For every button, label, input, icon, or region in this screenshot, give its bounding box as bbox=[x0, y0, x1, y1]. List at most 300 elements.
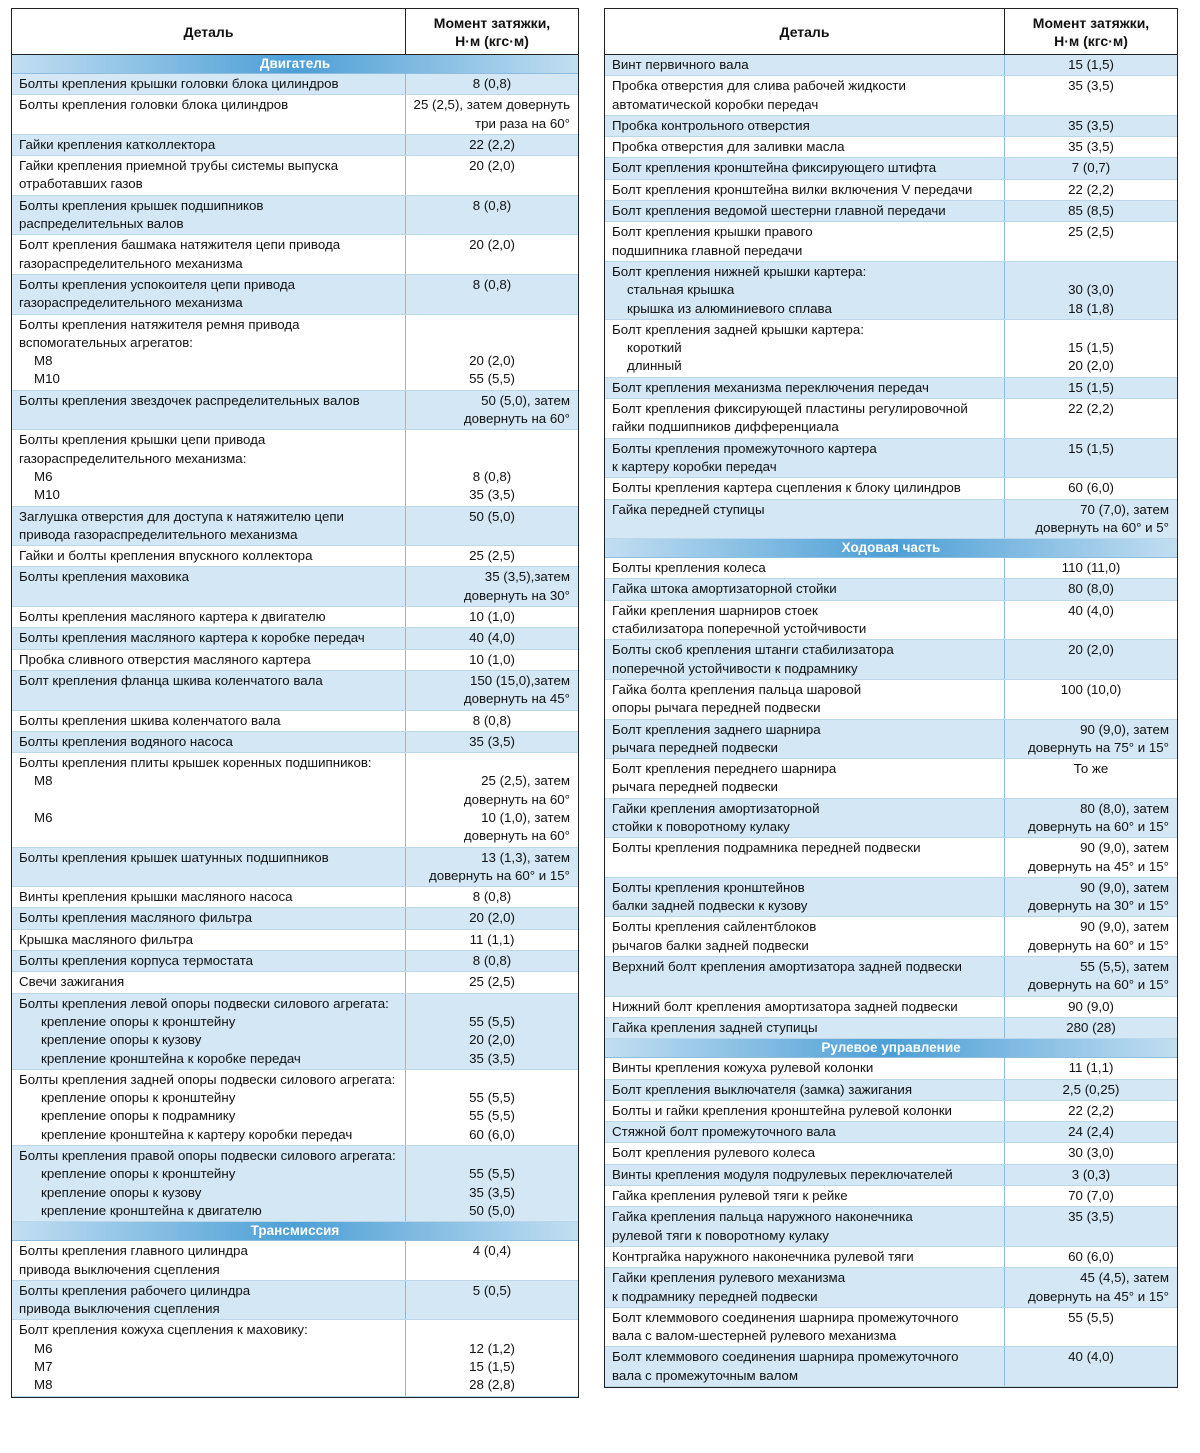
torque-cell bbox=[1005, 680, 1177, 719]
detail-line: Гайка крепления пальца наружного наконечника bbox=[612, 1209, 913, 1225]
torque-cell bbox=[1005, 1165, 1177, 1185]
torque-line: довернуть на 30° и 15° bbox=[1027, 898, 1169, 914]
torque-line: 35 (3,5) bbox=[1068, 78, 1114, 94]
detail-line: Контргайка наружного наконечника рулевой тяги bbox=[612, 1248, 914, 1264]
table-row bbox=[12, 1146, 578, 1222]
table-row bbox=[605, 1186, 1177, 1207]
torque-line: 40 (4,0) bbox=[469, 630, 515, 646]
detail-line: М8 bbox=[34, 353, 53, 369]
column-header-torque bbox=[1005, 9, 1177, 54]
table-row bbox=[605, 799, 1177, 839]
detail-line: вспомогательных агрегатов: bbox=[19, 334, 193, 350]
detail-line: Заглушка отверстия для доступа к натяжителю цепи bbox=[19, 508, 344, 524]
detail-line: Болт клеммового соединения шарнира промежуточного bbox=[612, 1309, 959, 1325]
torque-line: 7 (0,7) bbox=[1071, 160, 1111, 176]
detail-line: Гайка передней ступицы bbox=[612, 501, 765, 517]
torque-line: 20 (2,0) bbox=[1068, 642, 1114, 658]
detail-line: Болт крепления фланца шкива коленчатого вала bbox=[19, 672, 323, 688]
detail-line: Болты крепления крышек подшипников bbox=[19, 197, 264, 213]
torque-cell bbox=[1005, 1268, 1177, 1307]
detail-cell bbox=[605, 1207, 1005, 1246]
torque-line: 280 (28) bbox=[1066, 1019, 1116, 1035]
detail-line: Пробка отверстия для слива рабочей жидкости bbox=[612, 78, 906, 94]
detail-cell bbox=[605, 378, 1005, 398]
detail-cell bbox=[605, 399, 1005, 438]
torque-cell bbox=[1005, 917, 1177, 956]
torque-line: 55 (5,5), затем bbox=[1080, 959, 1169, 975]
detail-cell bbox=[12, 994, 406, 1069]
torque-cell bbox=[1005, 399, 1177, 438]
torque-cell bbox=[1005, 957, 1177, 996]
detail-cell bbox=[605, 878, 1005, 917]
torque-cell bbox=[1005, 137, 1177, 157]
table-row bbox=[605, 579, 1177, 600]
detail-line: крепление опоры к подрамнику bbox=[41, 1108, 236, 1124]
detail-cell bbox=[12, 848, 406, 887]
detail-cell bbox=[12, 1281, 406, 1320]
detail-line: Болт крепления переднего шарнира bbox=[612, 761, 837, 777]
detail-line: стойки к поворотному кулаку bbox=[612, 818, 790, 834]
detail-cell bbox=[605, 180, 1005, 200]
torque-line: довернуть на 60° bbox=[463, 411, 570, 427]
table-header bbox=[12, 9, 578, 55]
torque-cell bbox=[1005, 1080, 1177, 1100]
torque-line: 15 (1,5) bbox=[1068, 440, 1114, 456]
table-row bbox=[12, 951, 578, 972]
torque-line bbox=[409, 1071, 575, 1089]
torque-cell bbox=[406, 650, 578, 670]
detail-cell bbox=[12, 887, 406, 907]
torque-cell bbox=[1005, 201, 1177, 221]
detail-line: поперечной устойчивости к подрамнику bbox=[612, 660, 858, 676]
detail-line: Гайка штока амортизаторной стойки bbox=[612, 581, 837, 597]
torque-line: 10 (1,0), затем bbox=[481, 809, 570, 825]
torque-cell bbox=[406, 930, 578, 950]
torque-cell bbox=[406, 507, 578, 546]
torque-line: 90 (9,0), затем bbox=[1080, 879, 1169, 895]
detail-cell bbox=[12, 391, 406, 430]
table-row bbox=[605, 558, 1177, 579]
torque-line: три раза на 60° bbox=[475, 115, 570, 131]
detail-cell bbox=[12, 1241, 406, 1280]
torque-cell bbox=[1005, 997, 1177, 1017]
detail-cell bbox=[12, 275, 406, 314]
detail-cell bbox=[12, 607, 406, 627]
torque-line: 55 (5,5) bbox=[469, 371, 515, 387]
detail-cell bbox=[12, 908, 406, 928]
torque-line bbox=[409, 316, 575, 334]
torque-line: довернуть на 30° bbox=[463, 587, 570, 603]
detail-cell bbox=[12, 74, 406, 94]
table-row bbox=[12, 650, 578, 671]
detail-line: привода газораспределительного механизма bbox=[19, 526, 298, 542]
torque-cell bbox=[406, 951, 578, 971]
torque-cell bbox=[1005, 878, 1177, 917]
detail-cell bbox=[605, 917, 1005, 956]
torque-cell bbox=[1005, 1058, 1177, 1078]
detail-line: Болт крепления кронштейна фиксирующего штифта bbox=[612, 160, 937, 176]
detail-cell bbox=[605, 1268, 1005, 1307]
detail-line: Болт крепления крышки правого bbox=[612, 224, 813, 240]
detail-cell bbox=[12, 671, 406, 710]
detail-line: Пробка контрольного отверстия bbox=[612, 117, 810, 133]
detail-cell bbox=[12, 1070, 406, 1145]
table-row bbox=[605, 320, 1177, 378]
detail-line: рычага передней подвески bbox=[612, 779, 778, 795]
torque-cell bbox=[406, 1241, 578, 1280]
detail-line: крепление опоры к кронштейну bbox=[41, 1013, 236, 1029]
table-row bbox=[12, 994, 578, 1070]
detail-cell bbox=[12, 430, 406, 505]
torque-header-line: Момент затяжки, bbox=[433, 14, 551, 31]
detail-cell bbox=[12, 951, 406, 971]
detail-cell bbox=[12, 546, 406, 566]
detail-line bbox=[19, 827, 401, 845]
detail-line: крышка из алюминиевого сплава bbox=[627, 300, 832, 316]
detail-line: Болты крепления картера сцепления к блоку цилиндров bbox=[612, 480, 961, 496]
detail-cell bbox=[605, 262, 1005, 319]
torque-cell bbox=[1005, 838, 1177, 877]
torque-line: 11 (1,1) bbox=[469, 931, 515, 947]
table-row bbox=[605, 76, 1177, 116]
detail-line: Болт клеммового соединения шарнира промежуточного bbox=[612, 1349, 959, 1365]
torque-line: 15 (1,5) bbox=[1068, 57, 1114, 72]
detail-cell bbox=[12, 1320, 406, 1395]
torque-line: То же bbox=[1073, 761, 1109, 777]
detail-cell bbox=[605, 997, 1005, 1017]
detail-line: Болты крепления рабочего цилиндра bbox=[19, 1282, 251, 1298]
torque-line: 8 (0,8) bbox=[472, 953, 512, 969]
detail-line: крепление опоры к кузову bbox=[41, 1184, 202, 1200]
detail-line: Болты крепления задней опоры подвески силового агрегата: bbox=[19, 1071, 396, 1087]
torque-cell bbox=[1005, 55, 1177, 75]
table-row bbox=[12, 607, 578, 628]
detail-line: балки задней подвески к кузову bbox=[612, 898, 808, 914]
torque-line: 80 (8,0) bbox=[1068, 581, 1114, 597]
torque-cell bbox=[1005, 1207, 1177, 1246]
torque-cell bbox=[406, 196, 578, 235]
torque-line: 12 (1,2) bbox=[469, 1340, 515, 1356]
torque-cell bbox=[1005, 1101, 1177, 1121]
torque-line bbox=[409, 1321, 575, 1339]
torque-line: 90 (9,0) bbox=[1068, 998, 1114, 1014]
torque-header-line: Н·м (кгс·м) bbox=[455, 32, 529, 49]
detail-line: Винт первичного вала bbox=[612, 57, 749, 72]
torque-line: 20 (2,0) bbox=[469, 237, 515, 253]
torque-line bbox=[409, 334, 575, 352]
table-row bbox=[605, 222, 1177, 262]
detail-line: Стяжной болт промежуточного вала bbox=[612, 1124, 836, 1140]
torque-cell bbox=[406, 1320, 578, 1395]
table-row bbox=[605, 838, 1177, 878]
detail-line: к подрамнику передней подвески bbox=[612, 1288, 818, 1304]
torque-line: 55 (5,5) bbox=[469, 1013, 515, 1029]
torque-line: 150 (15,0),затем bbox=[470, 672, 570, 688]
torque-line: 90 (9,0), затем bbox=[1080, 919, 1169, 935]
detail-line: крепление опоры к кронштейну bbox=[41, 1090, 236, 1106]
detail-cell bbox=[605, 500, 1005, 539]
torque-line: 30 (3,0) bbox=[1068, 1145, 1114, 1161]
detail-line: Болты крепления левой опоры подвески силового агрегата: bbox=[19, 995, 389, 1011]
detail-cell bbox=[605, 76, 1005, 115]
table-row bbox=[605, 640, 1177, 680]
torque-cell bbox=[1005, 262, 1177, 319]
detail-cell bbox=[605, 1018, 1005, 1038]
torque-cell bbox=[406, 235, 578, 274]
torque-line bbox=[409, 1147, 575, 1165]
torque-line: 11 (1,1) bbox=[1068, 1060, 1114, 1076]
torque-cell bbox=[1005, 478, 1177, 498]
detail-line: Болты крепления плиты крышек коренных подшипников: bbox=[19, 755, 372, 771]
detail-line: Гайки крепления амортизаторной bbox=[612, 800, 820, 816]
torque-cell bbox=[406, 711, 578, 731]
detail-line: Нижний болт крепления амортизатора задней подвески bbox=[612, 998, 958, 1014]
table-row bbox=[12, 1320, 578, 1396]
detail-cell bbox=[605, 158, 1005, 178]
torque-line: 90 (9,0), затем bbox=[1080, 721, 1169, 737]
torque-cell bbox=[406, 887, 578, 907]
table-row bbox=[605, 1018, 1177, 1039]
table-row bbox=[605, 1058, 1177, 1079]
detail-line: гайки подшипников дифференциала bbox=[612, 419, 839, 435]
detail-cell bbox=[605, 222, 1005, 261]
torque-cell bbox=[406, 391, 578, 430]
detail-line: привода выключения сцепления bbox=[19, 1261, 220, 1277]
detail-line: Болты крепления маховика bbox=[19, 569, 189, 585]
torque-line: 70 (7,0), затем bbox=[1080, 501, 1169, 517]
table-row bbox=[12, 732, 578, 753]
detail-line bbox=[19, 690, 401, 708]
detail-line bbox=[612, 858, 1000, 876]
detail-line: Гайка крепления рулевой тяги к рейке bbox=[612, 1188, 848, 1204]
table-row bbox=[12, 848, 578, 888]
table-row bbox=[605, 478, 1177, 499]
torque-cell bbox=[1005, 1143, 1177, 1163]
torque-line: 55 (5,5) bbox=[1068, 1309, 1114, 1325]
torque-cell bbox=[406, 546, 578, 566]
torque-line: 8 (0,8) bbox=[472, 712, 512, 728]
column-header-torque bbox=[406, 9, 578, 54]
table-row bbox=[605, 439, 1177, 479]
detail-cell bbox=[605, 478, 1005, 498]
detail-line: Болты крепления главного цилиндра bbox=[19, 1243, 248, 1259]
torque-cell bbox=[406, 430, 578, 505]
detail-line: Винты крепления модуля подрулевых переключателей bbox=[612, 1166, 953, 1182]
detail-line: стальная крышка bbox=[627, 282, 735, 298]
detail-line: Болт крепления кожуха сцепления к маховику: bbox=[19, 1322, 308, 1338]
detail-line bbox=[612, 519, 1000, 537]
torque-line: 25 (2,5), затем довернуть bbox=[413, 97, 570, 113]
detail-line: длинный bbox=[627, 358, 682, 374]
detail-line: Болт крепления кронштейна вилки включения V передачи bbox=[612, 181, 973, 197]
detail-cell bbox=[605, 957, 1005, 996]
detail-line: подшипника главной передачи bbox=[612, 242, 803, 258]
detail-line bbox=[19, 410, 401, 428]
torque-cell bbox=[406, 848, 578, 887]
detail-line: Болты крепления колеса bbox=[612, 560, 766, 576]
table-row bbox=[12, 391, 578, 431]
detail-line: опоры рычага передней подвески bbox=[612, 700, 821, 716]
torque-cell bbox=[1005, 1186, 1177, 1206]
detail-cell bbox=[12, 95, 406, 134]
detail-cell bbox=[605, 1080, 1005, 1100]
column-header-detail: Деталь bbox=[605, 9, 1005, 54]
table-row bbox=[12, 930, 578, 951]
torque-cell bbox=[1005, 500, 1177, 539]
table-row bbox=[605, 1143, 1177, 1164]
section-header: Ходовая часть bbox=[605, 539, 1177, 558]
detail-cell bbox=[605, 439, 1005, 478]
detail-cell bbox=[605, 55, 1005, 75]
torque-line: 35 (3,5),затем bbox=[484, 569, 570, 585]
torque-line: 85 (8,5) bbox=[1068, 203, 1114, 219]
table-row bbox=[12, 196, 578, 236]
torque-line: 3 (0,3) bbox=[1071, 1166, 1111, 1182]
detail-cell bbox=[12, 732, 406, 752]
torque-line: 8 (0,8) bbox=[472, 276, 512, 292]
detail-cell bbox=[605, 640, 1005, 679]
detail-line: Болты крепления промежуточного картера bbox=[612, 440, 877, 456]
torque-cell bbox=[1005, 1018, 1177, 1038]
table-row bbox=[12, 235, 578, 275]
detail-line: Свечи зажигания bbox=[19, 974, 125, 990]
table-row bbox=[12, 1241, 578, 1281]
detail-line: Болты крепления успокоителя цепи привода bbox=[19, 276, 296, 292]
detail-cell bbox=[12, 628, 406, 648]
torque-line: 55 (5,5) bbox=[469, 1090, 515, 1106]
detail-line: короткий bbox=[627, 340, 682, 356]
torque-line: 22 (2,2) bbox=[1068, 401, 1114, 417]
detail-line: Болты крепления звездочек распределительных валов bbox=[19, 392, 360, 408]
table-row bbox=[12, 95, 578, 135]
table-row bbox=[12, 671, 578, 711]
torque-line: 35 (3,5) bbox=[1068, 139, 1114, 155]
detail-line bbox=[19, 587, 401, 605]
table-row bbox=[605, 1165, 1177, 1186]
detail-line: Болты крепления правой опоры подвески силового агрегата: bbox=[19, 1148, 396, 1164]
detail-line: рычагов балки задней подвески bbox=[612, 937, 809, 953]
detail-cell bbox=[605, 1247, 1005, 1267]
detail-line: Винты крепления кожуха рулевой колонки bbox=[612, 1060, 874, 1076]
torque-line: 13 (1,3), затем bbox=[481, 849, 570, 865]
detail-line: Гайки крепления шарниров стоек bbox=[612, 602, 818, 618]
detail-line: Болт крепления задней крышки картера: bbox=[612, 321, 864, 337]
torque-cell bbox=[406, 95, 578, 134]
detail-line: газораспределительного механизма bbox=[19, 295, 243, 311]
detail-line: Гайки крепления приемной трубы системы выпуска bbox=[19, 158, 339, 174]
torque-line: 8 (0,8) bbox=[472, 468, 512, 484]
torque-line: 100 (10,0) bbox=[1060, 681, 1122, 697]
table-row bbox=[605, 601, 1177, 641]
detail-line: М10 bbox=[34, 371, 60, 387]
torque-line: довернуть на 45° и 15° bbox=[1027, 1288, 1169, 1304]
table-row bbox=[605, 759, 1177, 799]
table-row bbox=[605, 1080, 1177, 1101]
detail-line: М6 bbox=[34, 809, 53, 825]
detail-line: Пробка сливного отверстия масляного картера bbox=[19, 651, 311, 667]
torque-cell bbox=[1005, 558, 1177, 578]
detail-line: Болты крепления масляного картера к двигателю bbox=[19, 609, 326, 625]
torque-line: 18 (1,8) bbox=[1068, 300, 1114, 316]
table-body bbox=[12, 55, 578, 1397]
torque-cell bbox=[1005, 320, 1177, 377]
torque-line: 80 (8,0), затем bbox=[1080, 800, 1169, 816]
torque-line: 50 (5,0), затем bbox=[481, 392, 570, 408]
detail-line: Болт крепления фиксирующей пластины регулировочной bbox=[612, 401, 968, 417]
torque-line: 50 (5,0) bbox=[469, 508, 515, 524]
torque-cell bbox=[406, 628, 578, 648]
torque-cell bbox=[406, 315, 578, 390]
torque-line: 2,5 (0,25) bbox=[1062, 1081, 1120, 1097]
torque-line: довернуть на 60° и 15° bbox=[1027, 818, 1169, 834]
table-row bbox=[12, 315, 578, 391]
detail-line: вала с валом-шестерней рулевого механизма bbox=[612, 1328, 897, 1344]
torque-line: 50 (5,0) bbox=[469, 1202, 515, 1218]
detail-cell bbox=[605, 1186, 1005, 1206]
torque-line: 20 (2,0) bbox=[469, 158, 515, 174]
torque-line: 8 (0,8) bbox=[472, 76, 512, 91]
torque-cell bbox=[406, 607, 578, 627]
detail-cell bbox=[605, 799, 1005, 838]
torque-line: 60 (6,0) bbox=[469, 1126, 515, 1142]
torque-header-line: Н·м (кгс·м) bbox=[1054, 32, 1128, 49]
detail-cell bbox=[12, 711, 406, 731]
torque-line: 15 (1,5) bbox=[469, 1359, 515, 1374]
table-row bbox=[12, 628, 578, 649]
detail-cell bbox=[605, 720, 1005, 759]
table-row bbox=[605, 1101, 1177, 1122]
table-row bbox=[12, 430, 578, 506]
torque-cell bbox=[406, 972, 578, 992]
detail-line: М10 bbox=[34, 487, 60, 503]
torque-cell bbox=[1005, 720, 1177, 759]
torque-line bbox=[1008, 263, 1174, 281]
detail-line: Болт крепления выключателя (замка) зажигания bbox=[612, 1081, 913, 1097]
detail-cell bbox=[605, 838, 1005, 877]
detail-cell bbox=[605, 1347, 1005, 1386]
torque-cell bbox=[406, 994, 578, 1069]
table-row bbox=[605, 1347, 1177, 1387]
detail-cell bbox=[12, 315, 406, 390]
detail-cell bbox=[12, 930, 406, 950]
torque-line: 22 (2,2) bbox=[469, 136, 515, 152]
detail-line: Болты крепления шкива коленчатого вала bbox=[19, 712, 281, 728]
detail-line: крепление кронштейна к картеру коробки передач bbox=[41, 1126, 353, 1142]
detail-line: Болты крепления кронштейнов bbox=[612, 879, 805, 895]
table-row bbox=[12, 546, 578, 567]
torque-line: 110 (11,0) bbox=[1061, 560, 1121, 576]
table-row bbox=[605, 957, 1177, 997]
torque-line: 60 (6,0) bbox=[1068, 1248, 1114, 1264]
detail-line: Болт крепления заднего шарнира bbox=[612, 721, 821, 737]
torque-line: 70 (7,0) bbox=[1068, 1188, 1114, 1204]
torque-table-left bbox=[11, 8, 579, 1398]
table-row bbox=[12, 156, 578, 196]
torque-cell bbox=[406, 908, 578, 928]
detail-cell bbox=[605, 137, 1005, 157]
detail-line bbox=[19, 791, 401, 809]
table-row bbox=[12, 1281, 578, 1321]
section-header: Рулевое управление bbox=[605, 1039, 1177, 1058]
torque-line: 20 (2,0) bbox=[469, 910, 515, 926]
detail-line: к картеру коробки передач bbox=[612, 458, 777, 474]
torque-line: 35 (3,5) bbox=[469, 487, 515, 503]
table-body bbox=[605, 55, 1177, 1387]
torque-line: 10 (1,0) bbox=[469, 651, 515, 667]
table-row bbox=[605, 917, 1177, 957]
detail-cell bbox=[605, 579, 1005, 599]
torque-line: 35 (3,5) bbox=[469, 1184, 515, 1200]
